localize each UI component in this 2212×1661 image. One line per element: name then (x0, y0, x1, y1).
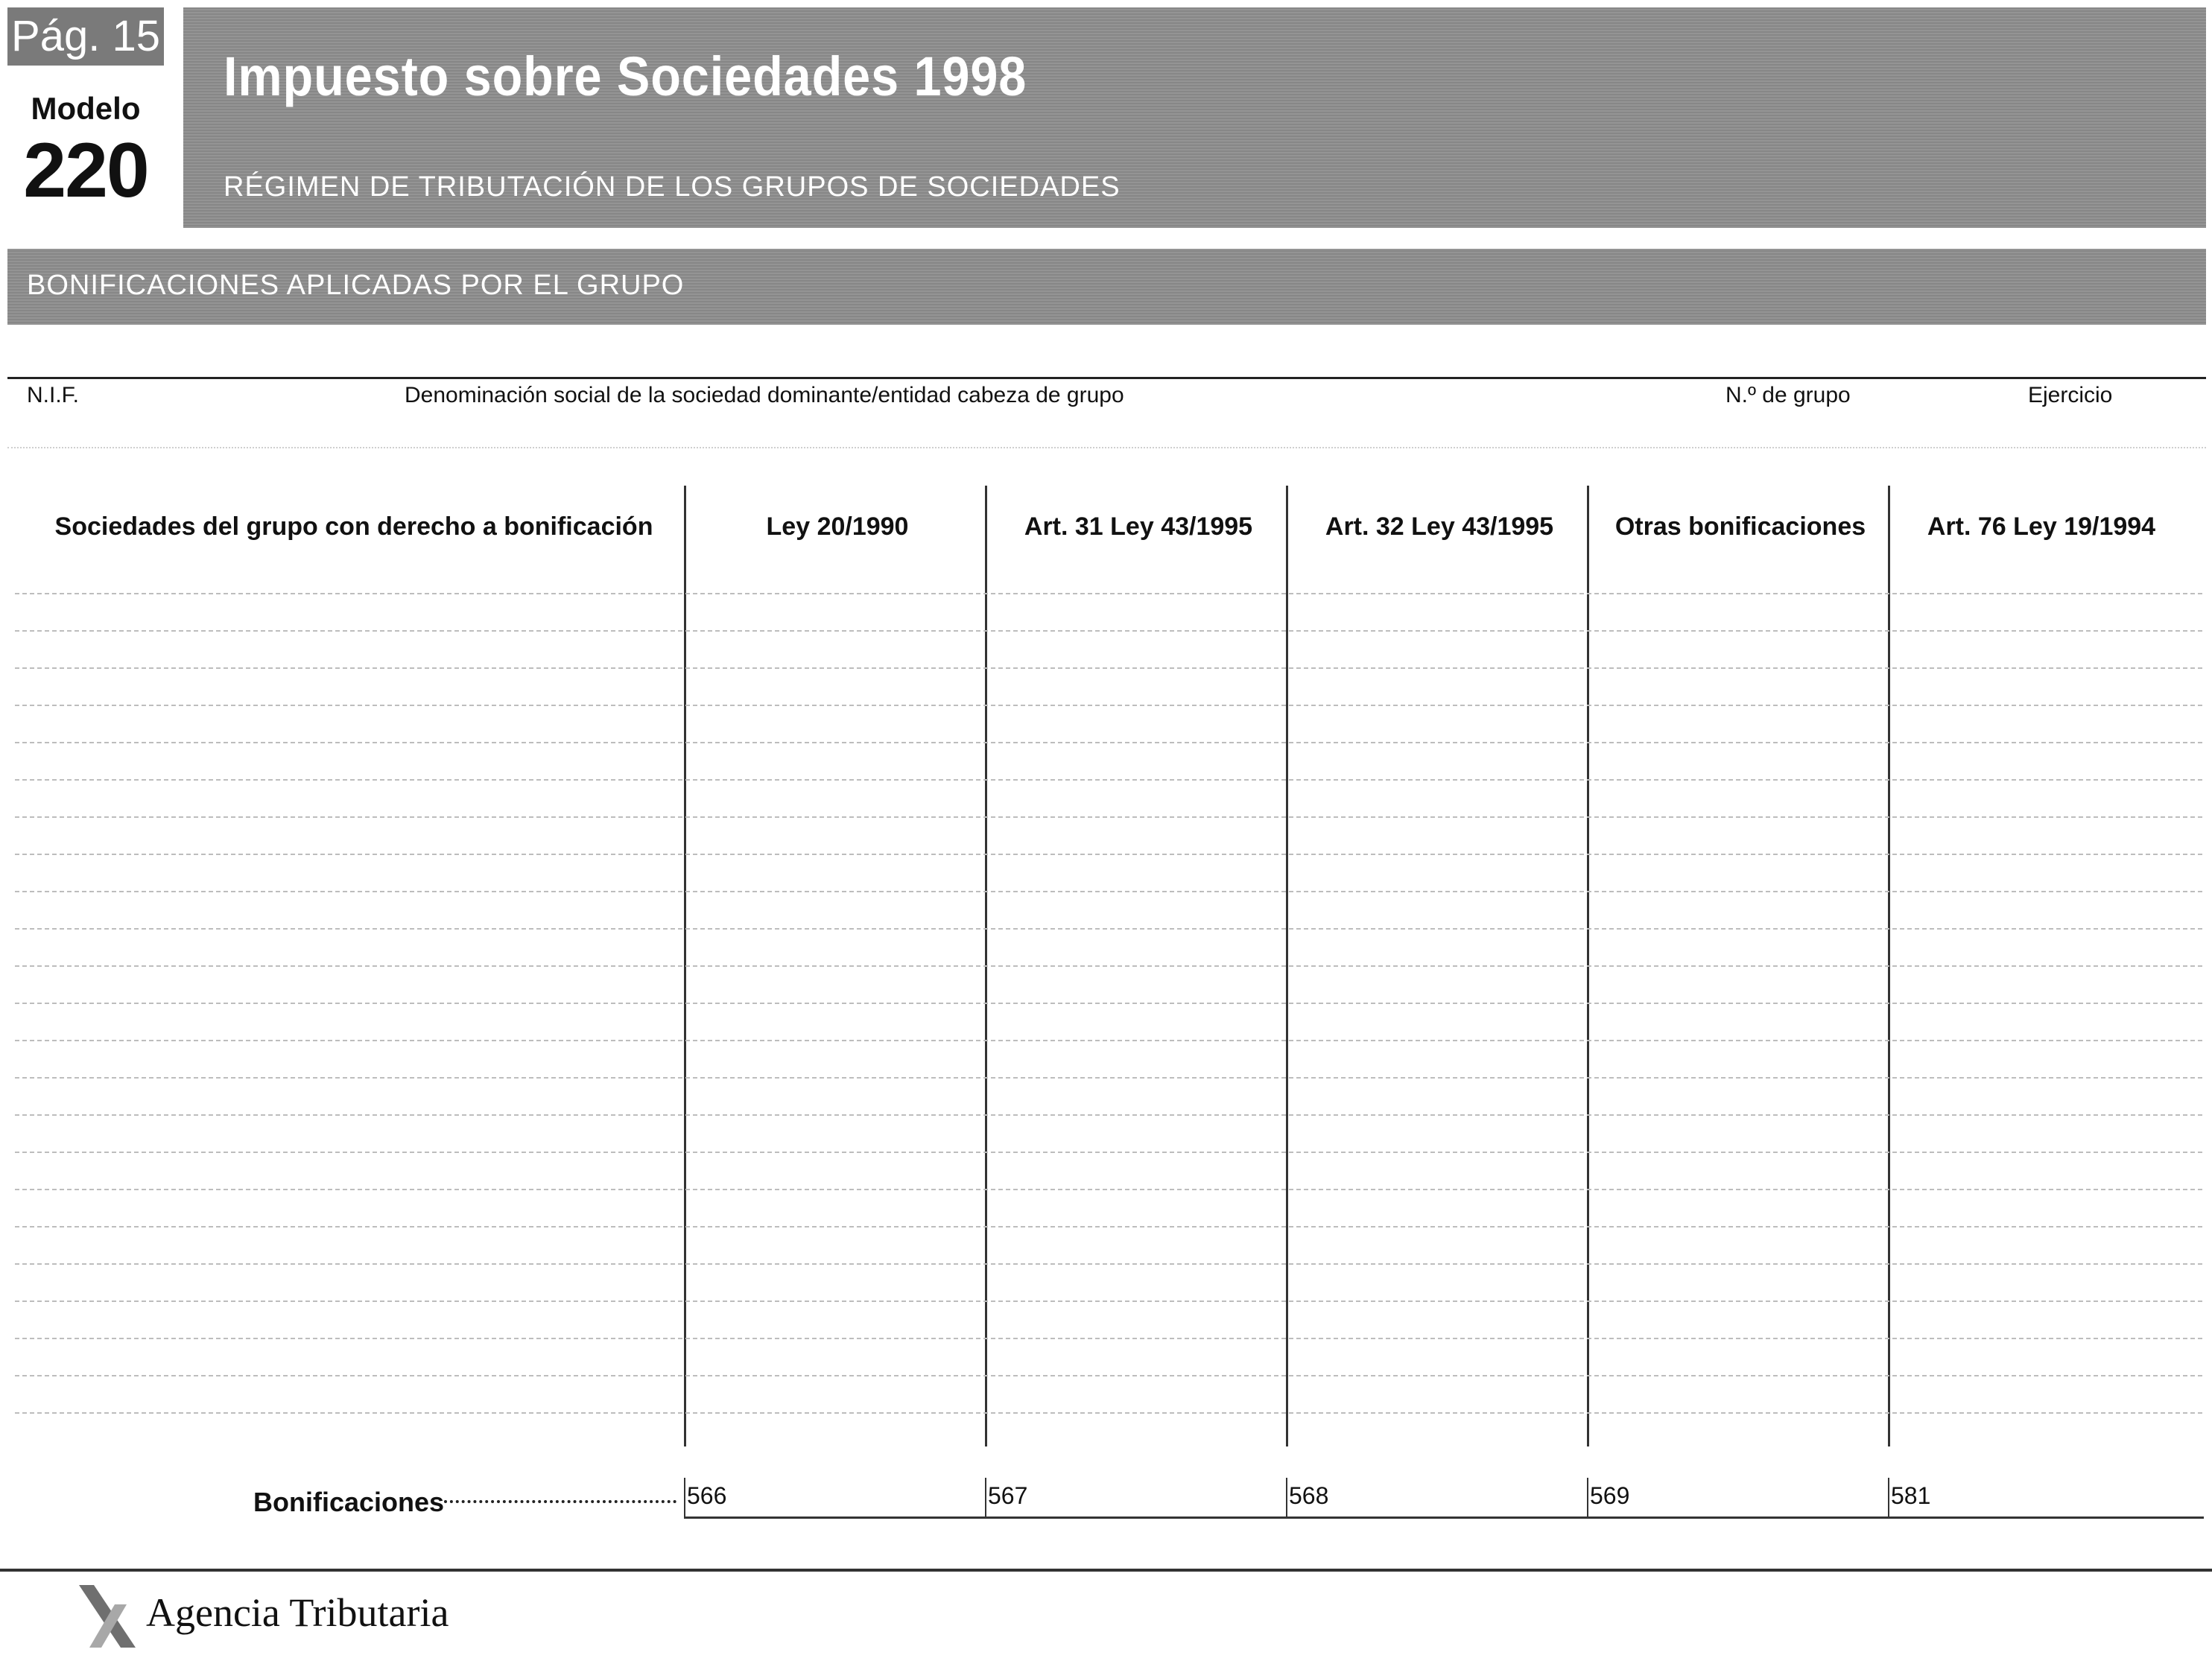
entry-row[interactable] (15, 742, 2202, 743)
total-box-border (985, 1478, 986, 1517)
total-box-border (1888, 1478, 1889, 1517)
entry-row[interactable] (15, 1300, 2202, 1302)
entry-row[interactable] (15, 1375, 2202, 1376)
column-header-companies: Sociedades del grupo con derecho a bonificación (54, 512, 653, 541)
total-box-566[interactable]: 566 (687, 1482, 727, 1509)
entry-row[interactable] (15, 1003, 2202, 1004)
form-title: Impuesto sobre Sociedades 1998 (224, 45, 1027, 107)
total-box-581[interactable]: 581 (1891, 1482, 1931, 1509)
total-box-569[interactable]: 569 (1590, 1482, 1630, 1509)
denomination-label: Denominación social de la sociedad dominante/entidad cabeza de grupo (405, 383, 1124, 407)
entry-row[interactable] (15, 593, 2202, 594)
fiscal-year-label: Ejercicio (2028, 383, 2113, 407)
entry-row[interactable] (15, 1263, 2202, 1265)
totals-label: Bonificaciones (253, 1487, 445, 1517)
totals-bottom-rule (684, 1517, 2204, 1519)
total-box-568[interactable]: 568 (1289, 1482, 1329, 1509)
entry-row[interactable] (15, 928, 2202, 930)
leader-dots (444, 1500, 676, 1503)
column-header-ley-20-1990: Ley 20/1990 (766, 512, 909, 541)
total-box-border (1587, 1478, 1588, 1517)
entry-row[interactable] (15, 1114, 2202, 1116)
entry-row[interactable] (15, 705, 2202, 706)
agency-logo-icon (72, 1582, 139, 1651)
footer-rule (0, 1569, 2212, 1572)
entry-row[interactable] (15, 779, 2202, 781)
nif-label: N.I.F. (27, 383, 80, 407)
identification-top-rule (7, 377, 2206, 379)
model-label: Modelo (31, 91, 141, 126)
total-box-border (684, 1478, 685, 1517)
entry-row[interactable] (15, 965, 2202, 967)
form-subtitle: RÉGIMEN DE TRIBUTACIÓN DE LOS GRUPOS DE SOCIEDADES (224, 171, 1121, 203)
entry-row[interactable] (15, 1338, 2202, 1339)
section-title: BONIFICACIONES APLICADAS POR EL GRUPO (27, 270, 685, 301)
total-box-border (1286, 1478, 1287, 1517)
entry-row[interactable] (15, 1077, 2202, 1079)
total-box-567[interactable]: 567 (988, 1482, 1028, 1509)
entry-row[interactable] (15, 1412, 2202, 1414)
model-number: 220 (23, 127, 148, 214)
identification-input-area[interactable] (7, 447, 2206, 448)
column-header-art-76: Art. 76 Ley 19/1994 (1927, 512, 2156, 541)
entry-row[interactable] (15, 630, 2202, 632)
entry-row[interactable] (15, 667, 2202, 669)
entry-row[interactable] (15, 816, 2202, 818)
agency-name: Agencia Tributaria (146, 1590, 449, 1635)
entry-row[interactable] (15, 1226, 2202, 1228)
entry-row[interactable] (15, 1152, 2202, 1153)
page-number: Pág. 15 (11, 12, 160, 60)
column-header-otras: Otras bonificaciones (1614, 512, 1866, 541)
entry-row[interactable] (15, 891, 2202, 892)
entry-row[interactable] (15, 1040, 2202, 1041)
column-header-art-32: Art. 32 Ley 43/1995 (1325, 512, 1554, 541)
entry-row[interactable] (15, 1189, 2202, 1190)
group-number-label: N.º de grupo (1725, 383, 1851, 407)
column-header-art-31: Art. 31 Ley 43/1995 (1024, 512, 1253, 541)
entry-row[interactable] (15, 854, 2202, 855)
